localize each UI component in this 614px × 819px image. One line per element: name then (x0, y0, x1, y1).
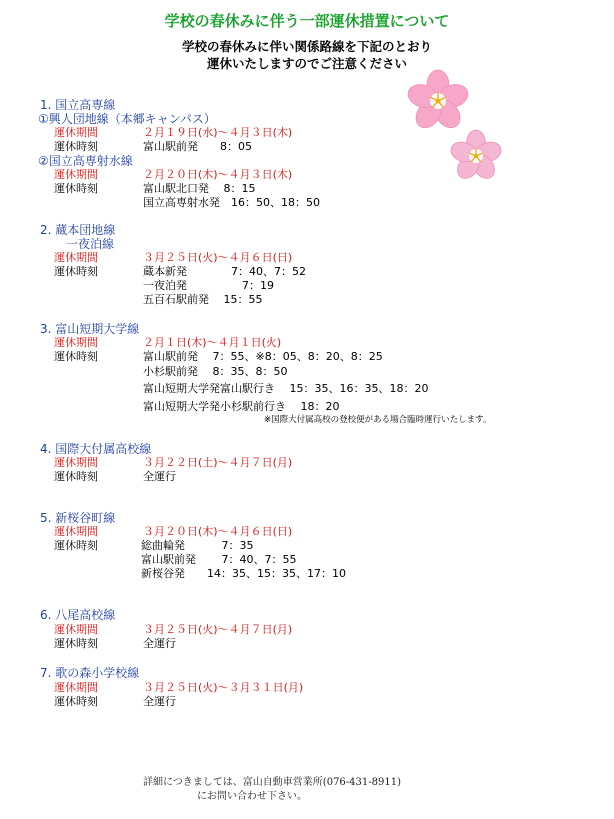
section-4-heading: 4. 国際大付属高校線 (40, 442, 152, 456)
section-3-heading: 3. 富山短期大学線 (40, 322, 140, 336)
section-6-time-0: 全運行 (143, 637, 176, 650)
section-1-sub2-time-1: 国立高専射水発 16：50、18：50 (143, 196, 320, 209)
section-5-heading: 5. 新桜谷町線 (40, 511, 116, 525)
times-label: 運休時刻 (54, 140, 98, 153)
section-3-time-0: 富山駅前発 7：55、※8：05、8：20、8：25 (143, 350, 383, 363)
section-2-time-1: 一夜泊発 7：19 (143, 279, 274, 292)
section-2-time-0: 蔵本新発 7：40、7：52 (143, 265, 306, 278)
section-2-line2: 一夜泊線 (66, 237, 115, 251)
subtitle-line2: 運休いたしますのでご注意ください (206, 56, 407, 71)
section-7-period: ３月２５日(火)～３月３１日(月) (143, 681, 304, 694)
footer-line2: にお問い合わせ下さい。 (197, 791, 307, 802)
period-label: 運休期間 (54, 456, 98, 469)
footer-line1: 詳細につきましては、富山自動車営業所(076-431-8911) (143, 777, 401, 788)
times-label: 運休時刻 (54, 265, 98, 278)
period-label: 運休期間 (54, 168, 98, 181)
section-1-heading: 1. 国立高専線 (40, 98, 116, 112)
section-1-sub1-name: ①興人団地線（本郷キャンパス） (38, 112, 216, 126)
section-2-time-2: 五百石駅前発 15：55 (143, 293, 263, 306)
sakura-flower-icon (405, 68, 471, 134)
section-5-time-2: 新桜谷発 14：35、15：35、17：10 (141, 567, 346, 580)
section-7-heading: 7. 歌の森小学校線 (40, 666, 140, 680)
period-label: 運休期間 (54, 126, 98, 139)
section-5-time-1: 富山駅前発 7：40、7：55 (141, 553, 297, 566)
section-1-sub1-period: ２月１９日(水)～４月３日(木) (143, 126, 293, 139)
section-3-time-1: 小杉駅前発 8：35、8：50 (143, 365, 288, 378)
section-1-sub2-name: ②国立高専射水線 (38, 154, 133, 168)
section-7-time-0: 全運行 (143, 695, 176, 708)
period-label: 運休期間 (54, 336, 98, 349)
times-label: 運休時刻 (54, 182, 98, 195)
times-label: 運休時刻 (54, 637, 98, 650)
period-label: 運休期間 (54, 525, 98, 538)
section-3-period: ２月１日(木)～４月１日(火) (143, 336, 282, 349)
subtitle-line1: 学校の春休みに伴い関係路線を下記のとおり (181, 39, 432, 54)
section-4-time-0: 全運行 (143, 470, 176, 483)
period-label: 運休期間 (54, 681, 98, 694)
times-label: 運休時刻 (54, 539, 98, 552)
section-3-time-3: 富山短期大学発小杉駅前行き 18：20 (143, 400, 340, 413)
section-3-time-2: 富山短期大学発富山駅行き 15：35、16：35、18：20 (143, 382, 429, 395)
section-1-sub1-time-0: 富山駅前発 8：05 (143, 140, 252, 153)
section-1-sub2-period: ２月２０日(木)～４月３日(木) (143, 168, 293, 181)
section-6-heading: 6. 八尾高校線 (40, 608, 116, 622)
section-5-period: ３月２０日(木)～４月６日(日) (143, 525, 293, 538)
section-4-period: ３月２２日(土)～４月７日(月) (143, 456, 293, 469)
section-2-period: ３月２５日(火)～４月６日(日) (143, 251, 293, 264)
times-label: 運休時刻 (54, 695, 98, 708)
section-2-heading: 2. 蔵本団地線 (40, 223, 116, 237)
section-1-sub2-time-0: 富山駅北口発 8：15 (143, 182, 256, 195)
section-5-time-0: 総曲輪発 7：35 (141, 539, 254, 552)
period-label: 運休期間 (54, 251, 98, 264)
times-label: 運休時刻 (54, 470, 98, 483)
sakura-flower-icon (448, 128, 504, 184)
section-6-period: ３月２５日(火)～４月７日(月) (143, 623, 293, 636)
section-3-note: ※国際大付属高校の登校便がある場合臨時運行いたします。 (264, 415, 492, 425)
period-label: 運休期間 (54, 623, 98, 636)
page-title: 学校の春休みに伴う一部運休措置について (164, 12, 450, 30)
times-label: 運休時刻 (54, 350, 98, 363)
